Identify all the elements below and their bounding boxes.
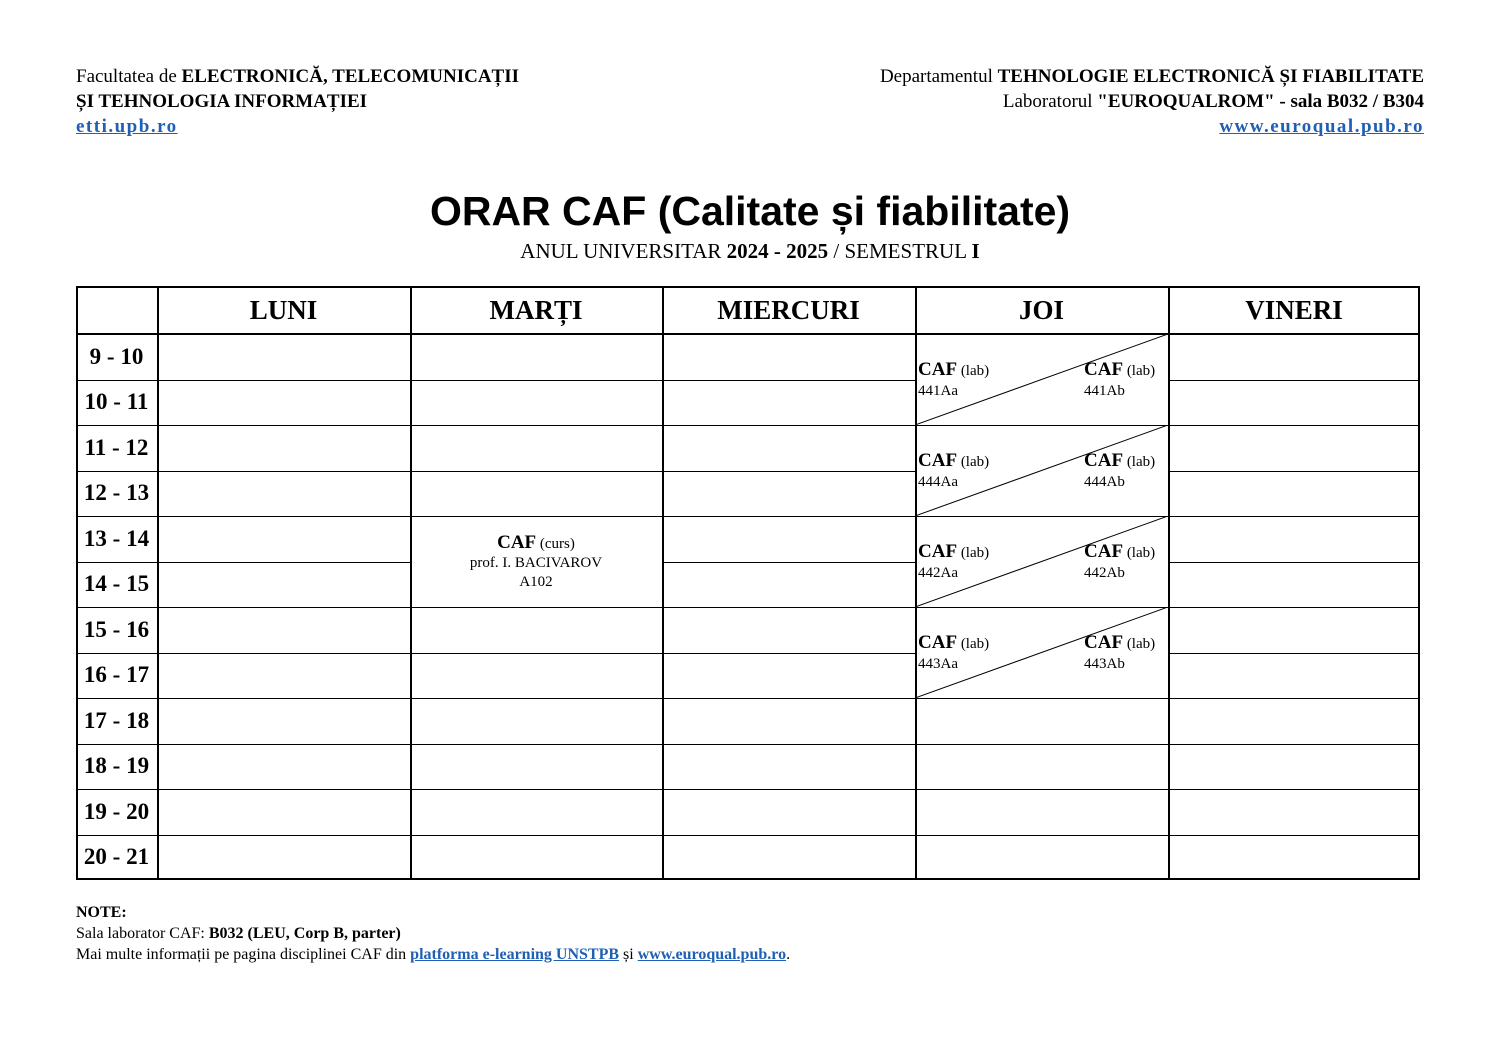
euroqual-link[interactable]: www.euroqual.pub.ro (1219, 116, 1424, 137)
lab-type: (lab) (960, 454, 990, 470)
lab-block (915, 334, 1168, 425)
row-divider (662, 471, 915, 472)
hour-label: 9 - 10 (89, 343, 144, 369)
row-divider (1168, 607, 1420, 608)
faculty-link[interactable]: etti.upb.ro (76, 116, 178, 137)
row-divider (157, 607, 410, 608)
hour-label: 10 - 11 (84, 389, 149, 415)
course-name: CAF (497, 532, 537, 553)
row-divider (1168, 835, 1420, 836)
hour-label: 19 - 20 (83, 798, 150, 824)
row-divider (915, 789, 1168, 790)
hour-label: 15 - 16 (83, 616, 150, 642)
row-divider (662, 789, 915, 790)
lab-group-left (918, 451, 989, 492)
row-divider (410, 835, 662, 836)
lab-block (915, 425, 1168, 516)
lab-group: 444Ab (1084, 474, 1125, 490)
lab-group-left (918, 633, 989, 674)
notes-lab-room: B032 (LEU, Corp B, parter) (208, 925, 401, 942)
row-divider (1168, 653, 1420, 654)
row-divider (410, 698, 662, 699)
row-divider (662, 562, 915, 563)
column-divider (1168, 286, 1170, 880)
day-header: MIERCURI (717, 294, 860, 325)
row-divider (1168, 698, 1420, 699)
elearning-link[interactable]: platforma e-learning UNSTPB (410, 946, 620, 963)
lab-type: (lab) (1126, 454, 1156, 470)
day-header: MARȚI (489, 294, 583, 325)
lab-group-left (918, 360, 989, 401)
lab-type: (lab) (960, 363, 990, 379)
lab-group-left (918, 542, 989, 583)
row-divider (157, 653, 410, 654)
course-type: (curs) (539, 536, 575, 552)
lab-name: CAF (918, 450, 958, 471)
lab-name: CAF (918, 632, 958, 653)
row-divider (410, 380, 662, 381)
schedule-table (76, 286, 1420, 880)
row-divider (410, 744, 662, 745)
row-divider (410, 516, 662, 517)
laboratory-line (880, 89, 1424, 114)
row-divider (915, 698, 1168, 699)
row-divider (662, 380, 915, 381)
subtitle-middle: / SEMESTRUL (828, 239, 972, 263)
hour-label: 12 - 13 (83, 480, 150, 506)
laboratory-prefix: Laboratorul (1002, 91, 1098, 112)
hour-label: 20 - 21 (83, 844, 150, 870)
faculty-line-1 (76, 64, 519, 89)
lab-name: CAF (1084, 359, 1124, 380)
row-divider (662, 698, 915, 699)
course-block (410, 533, 662, 592)
faculty-name: ELECTRONICĂ, TELECOMUNICAȚII (181, 66, 520, 87)
row-divider (410, 653, 662, 654)
department-header (880, 64, 1424, 139)
page-title: ORAR CAF (Calitate și fiabilitate) (429, 188, 1071, 234)
euroqual-notes-link[interactable]: www.euroqual.pub.ro (637, 946, 787, 963)
department-prefix: Departamentul (879, 66, 998, 87)
row-divider (1168, 425, 1420, 426)
row-divider (410, 607, 662, 608)
hour-label: 13 - 14 (83, 525, 150, 551)
hour-label: 17 - 18 (83, 707, 150, 733)
row-divider (1168, 744, 1420, 745)
row-divider (662, 653, 915, 654)
notes (76, 902, 790, 965)
notes-info-prefix: Mai multe informații pe pagina disciplinei CAF din (76, 946, 411, 963)
department-line (880, 64, 1424, 89)
row-divider (1168, 562, 1420, 563)
row-divider (157, 835, 410, 836)
faculty-header (76, 64, 519, 139)
row-divider (157, 562, 410, 563)
laboratory-name: "EUROQUALROM" - sala B032 / B304 (1097, 91, 1424, 112)
row-divider (157, 698, 410, 699)
row-divider (662, 516, 915, 517)
row-divider (1168, 471, 1420, 472)
lab-group-right (1084, 633, 1155, 674)
column-divider (157, 286, 159, 880)
day-header: VINERI (1245, 294, 1343, 325)
row-divider (157, 789, 410, 790)
day-header: JOI (1018, 294, 1064, 325)
lab-name: CAF (1084, 541, 1124, 562)
lab-group: 442Aa (918, 565, 958, 581)
faculty-prefix: Facultatea de (76, 66, 182, 87)
academic-year: 2024 - 2025 (726, 239, 829, 263)
row-divider (915, 835, 1168, 836)
lab-group: 444Aa (918, 474, 958, 490)
row-divider (915, 744, 1168, 745)
day-header: LUNI (249, 294, 318, 325)
lab-group: 441Ab (1084, 383, 1125, 399)
hour-label: 11 - 12 (84, 434, 149, 460)
column-divider (662, 286, 664, 880)
lab-type: (lab) (960, 545, 990, 561)
row-divider (1168, 789, 1420, 790)
lab-block (915, 516, 1168, 607)
course-teacher: prof. I. BACIVAROV (469, 555, 603, 571)
notes-lab-prefix: Sala laborator CAF: (76, 925, 209, 942)
row-divider (662, 607, 915, 608)
lab-group: 443Ab (1084, 656, 1125, 672)
lab-type: (lab) (1126, 545, 1156, 561)
row-divider (410, 789, 662, 790)
lab-type: (lab) (960, 636, 990, 652)
lab-type: (lab) (1126, 636, 1156, 652)
lab-group: 441Aa (918, 383, 958, 399)
department-name: TEHNOLOGIE ELECTRONICĂ ȘI FIABILITATE (997, 66, 1424, 87)
table-border-right (1418, 286, 1420, 880)
lab-name: CAF (1084, 450, 1124, 471)
lab-name: CAF (918, 541, 958, 562)
row-divider (662, 835, 915, 836)
notes-line-2 (76, 944, 790, 965)
row-divider (662, 744, 915, 745)
hour-label: 16 - 17 (83, 662, 150, 688)
page-subtitle (0, 238, 1500, 264)
lab-name: CAF (1084, 632, 1124, 653)
faculty-name-cont: ȘI TEHNOLOGIA INFORMAȚIEI (76, 91, 368, 112)
row-divider (410, 425, 662, 426)
semester: I (971, 239, 980, 263)
row-divider (157, 471, 410, 472)
notes-heading: NOTE: (76, 904, 127, 921)
row-divider (410, 471, 662, 472)
notes-period: . (786, 946, 791, 963)
subtitle-prefix: ANUL UNIVERSITAR (520, 239, 727, 263)
faculty-line-2 (76, 89, 519, 114)
course-room: A102 (519, 574, 553, 590)
hour-label: 18 - 19 (83, 753, 150, 779)
row-divider (662, 425, 915, 426)
lab-name: CAF (918, 359, 958, 380)
row-divider (157, 744, 410, 745)
lab-group-right (1084, 451, 1155, 492)
row-divider (157, 380, 410, 381)
notes-line-1 (76, 923, 790, 944)
lab-block (915, 607, 1168, 698)
row-divider (1168, 516, 1420, 517)
lab-group-right (1084, 542, 1155, 583)
row-divider (157, 516, 410, 517)
row-divider (157, 425, 410, 426)
row-divider (1168, 380, 1420, 381)
table-border-bottom (76, 878, 1420, 880)
lab-group: 443Aa (918, 656, 958, 672)
lab-group: 442Ab (1084, 565, 1125, 581)
hour-label: 14 - 15 (83, 571, 150, 597)
notes-conjunction: și (619, 946, 638, 963)
lab-type: (lab) (1126, 363, 1156, 379)
lab-group-right (1084, 360, 1155, 401)
